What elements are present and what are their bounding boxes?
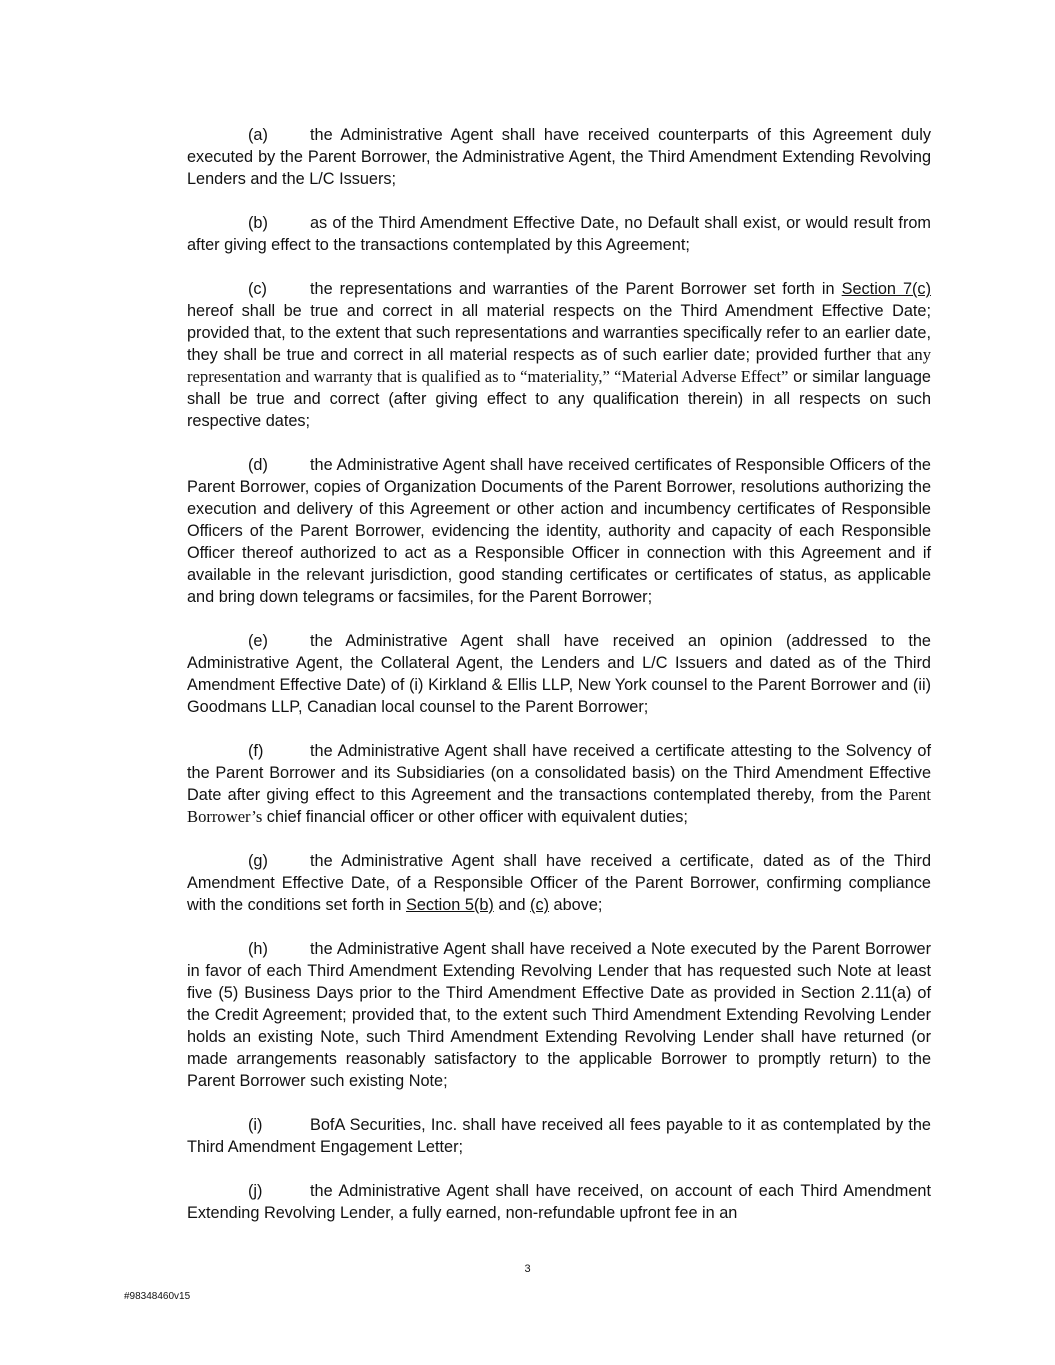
paragraph-text: the Administrative Agent shall have received certificates of Responsible Officers of the Parent Borrower, copies of Organization Documents of the Parent Borrower, resolutions authorizing the execution and delivery of this Agreement or other action and incumbency certificates of Responsible Officers of the Parent Borrower, evidencing the identity, authority and capacity of each Responsible Officer thereof authorized to act as a Responsible Officer in connection with this Agreement and if available in the relevant jurisdiction, good standing certificates or certificates of status, as applicable and bring down telegrams or facsimiles, for the Parent Borrower; xyxy=(187,456,931,606)
paragraph-label: (g) xyxy=(248,852,268,870)
paragraph-label: (b) xyxy=(248,214,268,232)
paragraph-text: hereof shall be true and correct in all material respects on the Third Amendment Effective Date; provided that, to the extent that such representations and warranties specifically refer to an earlier date, they shall be true and correct in all material respects as of such earlier date; provided further xyxy=(187,302,931,364)
paragraph-text-serif: that any representation and warranty that is qualified as to “materiality,” “Material Adverse Effect” xyxy=(187,345,931,386)
paragraph-text: the Administrative Agent shall have received a Note executed by the Parent Borrower in favor of each Third Amendment Extending Revolving Lender that has requested such Note at least five (5) Business Days prior to the Third Amendment Effective Date as provided in Section 2.11(a) of the Credit Agreement; provided that, to the extent such Third Amendment Extending Revolving Lender holds an existing Note, such Third Amendment Extending Revolving Lender shall have returned (or made arrangements reasonably satisfactory to the applicable Borrower to promptly return) to the Parent Borrower such existing Note; xyxy=(187,940,931,1090)
paragraph-text: the Administrative Agent shall have received a certificate, dated as of the Third Amendment Effective Date, of a Responsible Officer of the Parent Borrower, confirming compliance with the conditions set forth in xyxy=(187,852,931,914)
page-number: 3 xyxy=(524,1263,531,1275)
paragraph-label: (d) xyxy=(248,456,268,474)
section-reference: Section 5(b) xyxy=(406,896,494,914)
paragraph-j xyxy=(187,1180,931,1224)
section-reference: Section 7(c) xyxy=(841,280,931,298)
document-id: #98348460v15 xyxy=(124,1291,191,1302)
paragraph-text: the representations and warranties of the Parent Borrower set forth in xyxy=(310,280,842,298)
paragraph-label: (e) xyxy=(248,632,268,650)
paragraph-text: the Administrative Agent shall have received a certificate attesting to the Solvency of the Parent Borrower and its Subsidiaries (on a consolidated basis) on the Third Amendment Effective Date after giving effect to this Agreement and the transactions contemplated thereby, from the xyxy=(187,742,931,804)
paragraph-label: (c) xyxy=(248,280,267,298)
paragraph-text: the Administrative Agent shall have received, on account of each Third Amendment Extending Revolving Lender, a fully earned, non-refundable upfront fee in an xyxy=(187,1182,931,1222)
paragraph-h xyxy=(187,938,931,1092)
paragraph-e xyxy=(187,630,931,718)
paragraph-label: (i) xyxy=(248,1116,263,1134)
paragraph-text: the Administrative Agent shall have received an opinion (addressed to the Administrative Agent, the Collateral Agent, the Lenders and L/C Issuers and dated as of the Third Amendment Effective Date) of (i) Kirkland & Ellis LLP, New York counsel to the Parent Borrower and (ii) Goodmans LLP, Canadian local counsel to the Parent Borrower; xyxy=(187,632,931,716)
paragraph-text: and xyxy=(493,896,531,914)
paragraph-b xyxy=(187,212,931,256)
paragraph-d xyxy=(187,454,931,608)
paragraph-text: above; xyxy=(549,896,603,914)
paragraph-text: chief financial officer or other officer with equivalent duties; xyxy=(262,808,688,826)
paragraph-c xyxy=(187,278,931,432)
paragraph-text-serif: Parent Borrower’s xyxy=(187,785,931,826)
paragraph-text: the Administrative Agent shall have received counterparts of this Agreement duly executed by the Parent Borrower, the Administrative Agent, the Third Amendment Extending Revolving Lenders and the L/C Issuers; xyxy=(187,126,931,188)
paragraph-f xyxy=(187,740,931,828)
paragraph-text: as of the Third Amendment Effective Date, no Default shall exist, or would result from after giving effect to the transactions contemplated by this Agreement; xyxy=(187,214,931,254)
paragraph-text: or similar language shall be true and correct (after giving effect to any qualification therein) in all respects on such respective dates; xyxy=(187,368,931,430)
paragraph-g xyxy=(187,850,931,916)
paragraph-label: (h) xyxy=(248,940,268,958)
document-body xyxy=(187,124,931,1246)
paragraph-a xyxy=(187,124,931,190)
paragraph-text: BofA Securities, Inc. shall have received all fees payable to it as contemplated by the Third Amendment Engagement Letter; xyxy=(187,1116,931,1156)
paragraph-label: (f) xyxy=(248,742,264,760)
section-reference: (c) xyxy=(530,896,550,914)
paragraph-label: (j) xyxy=(248,1182,263,1200)
paragraph-i xyxy=(187,1114,931,1158)
paragraph-label: (a) xyxy=(248,126,268,144)
